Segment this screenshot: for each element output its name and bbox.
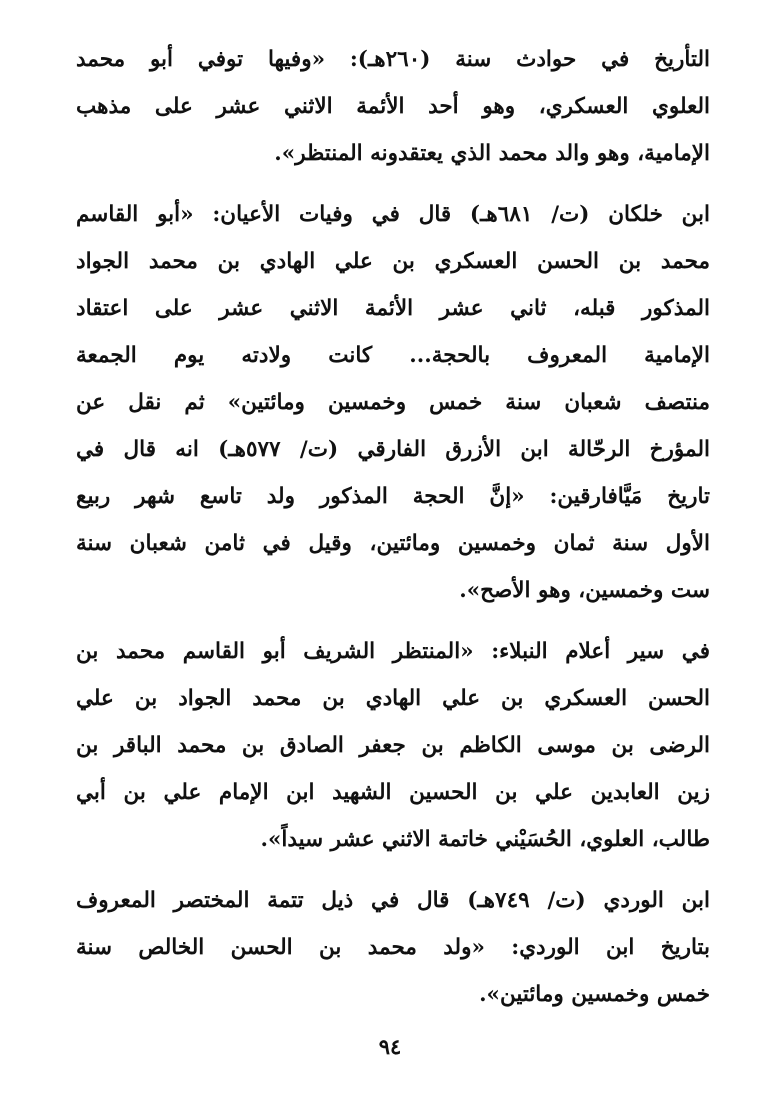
- text-line: المذكور قبله، ثاني عشر الأئمة الاثني عشر على اعتقاد: [76, 296, 710, 321]
- paragraph-tarikh: [76, 36, 710, 177]
- text-line: المؤرخ الرحّالة ابن الأزرق الفارقي (ت/ ٥٧٧هـ) انه قال في: [76, 437, 710, 462]
- paragraph-ibn-al-wardi: [76, 877, 710, 1018]
- text-line: طالب، العلوي، الحُسَيْني خاتمة الاثني عشر سيداً».: [260, 827, 710, 852]
- text-line: التأريخ في حوادث سنة (٢٦٠هـ): «وفيها توفي أبو محمد: [76, 47, 710, 72]
- text-line: الأول سنة ثمان وخمسين ومائتين، وقيل في ثامن شعبان سنة: [76, 531, 710, 556]
- text-line: ست وخمسين، وهو الأصح».: [459, 578, 710, 603]
- text-line: محمد بن الحسن العسكري بن علي الهادي بن محمد الجواد: [76, 249, 710, 274]
- text-line: الإمامية، وهو والد محمد الذي يعتقدونه المنتظر».: [274, 141, 710, 166]
- text-line: ابن خلكان (ت/ ٦٨١هـ) قال في وفيات الأعيان: «أبو القاسم: [76, 202, 710, 227]
- text-line: منتصف شعبان سنة خمس وخمسين ومائتين» ثم نقل عن: [76, 390, 710, 415]
- text-line: الإمامية المعروف بالحجة... كانت ولادته يوم الجمعة: [76, 343, 710, 368]
- paragraph-siyar: [76, 628, 710, 863]
- text-line: بتاريخ ابن الوردي: «ولد محمد بن الحسن الخالص سنة: [76, 935, 710, 960]
- text-line: خمس وخمسين ومائتين».: [479, 982, 710, 1007]
- text-line: العلوي العسكري، وهو أحد الأئمة الاثني عشر على مذهب: [76, 94, 710, 119]
- page-body: [76, 36, 710, 1032]
- text-line: في سير أعلام النبلاء: «المنتظر الشريف أبو القاسم محمد بن: [76, 639, 710, 664]
- text-line: الحسن العسكري بن علي الهادي بن محمد الجواد بن علي: [76, 686, 710, 711]
- page-number: ٩٤: [378, 1034, 402, 1059]
- text-line: ابن الوردي (ت/ ٧٤٩هـ) قال في ذيل تتمة المختصر المعروف: [76, 888, 710, 913]
- paragraph-ibn-khallikan: [76, 191, 710, 614]
- text-line: تاريخ مَيَّافارقين: «إنَّ الحجة المذكور ولد تاسع شهر ربيع: [76, 484, 710, 509]
- text-line: الرضى بن موسى الكاظم بن جعفر الصادق بن محمد الباقر بن: [76, 733, 710, 758]
- text-line: زين العابدين علي بن الحسين الشهيد ابن الإمام علي بن أبي: [76, 780, 710, 805]
